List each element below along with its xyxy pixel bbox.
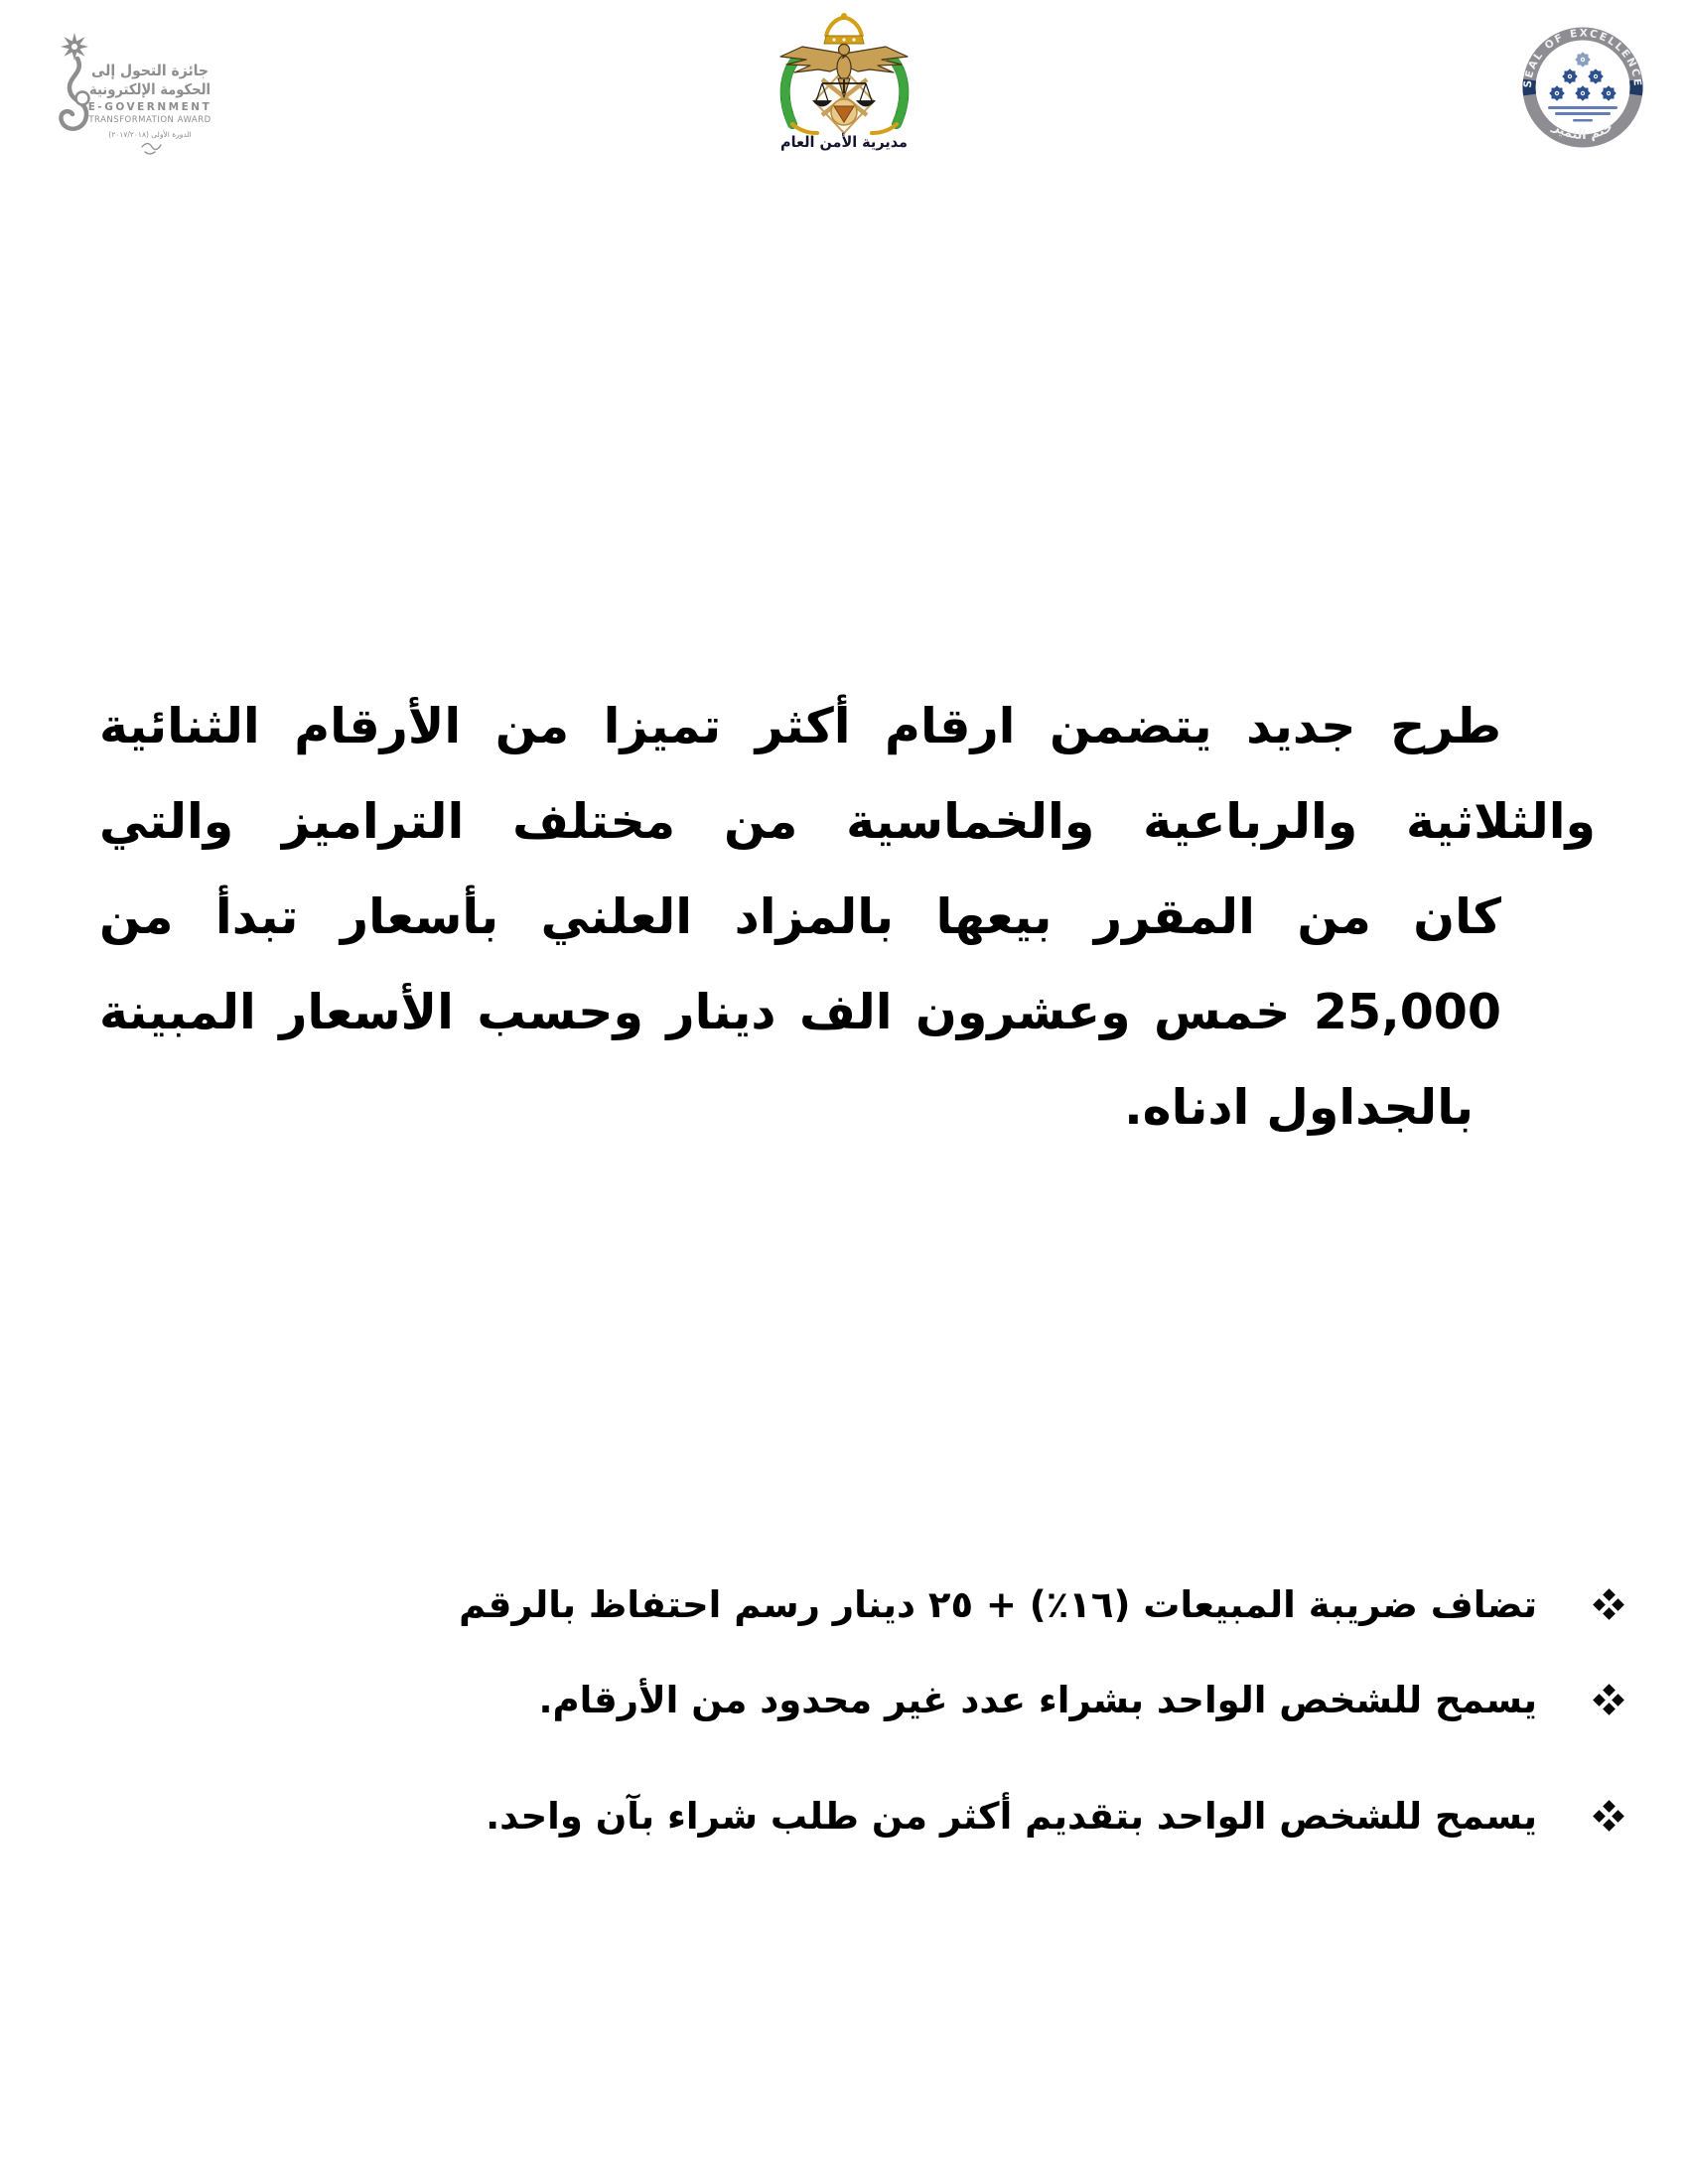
crown-icon: [824, 13, 864, 44]
egov-award-star-icon: [61, 33, 88, 61]
announcement-line-1: طرح جديد يتضمن ارقام أكثر تميزا من الأرقام الثنائية: [99, 698, 1501, 754]
egov-award-logo: [45, 25, 218, 164]
diamond-bullet-icon: [1595, 1802, 1622, 1830]
seal-bottom-calligraphy: ختم التميز: [1549, 119, 1617, 143]
diamond-bullet-icon: [1595, 1590, 1622, 1618]
egov-award-signature-mark: [142, 144, 161, 155]
note-text: يسمح للشخص الواحد بشراء عدد غير محدود من الأرقام.: [538, 1678, 1537, 1721]
seal-star: [1549, 85, 1565, 101]
egov-award-title-en-1: E-GOVERNMENT: [87, 101, 212, 113]
announcement-line-3: كان من المقرر بيعها بالمزاد العلني بأسعار تبدأ من: [99, 888, 1501, 945]
note-text: تضاف ضريبة المبيعات (١٦٪) + ٢٥ دينار رسم احتفاظ بالرقم: [459, 1582, 1537, 1626]
seal-star: [1601, 85, 1617, 101]
announcement-line-4: 25,000 خمس وعشرون الف دينار وحسب الأسعار المبينة: [99, 984, 1501, 1040]
announcement-line-2: والثلاثية والرباعية والخماسية من مختلف التراميز والتي: [99, 793, 1596, 850]
announcement-paragraph: [99, 679, 1596, 1156]
egov-award-title-en-2: TRANSFORMATION AWARD: [88, 115, 211, 125]
public-security-directorate-emblem: [773, 10, 916, 159]
egov-award-title-ar-2: الحكومة الإلكترونية: [89, 80, 211, 98]
psd-name-calligraphy: مديرية الأمن العام: [780, 133, 908, 151]
note-item-tax: [459, 1578, 1622, 1630]
egov-award-swirl-badge: [76, 92, 89, 105]
announcement-line-5: بالجداول ادناه.: [1124, 1079, 1474, 1136]
egov-award-title-ar-1: جائزة التحول إلى: [91, 62, 209, 79]
diamond-bullet-icon: [1595, 1686, 1622, 1713]
seal-star: [1588, 68, 1604, 84]
seal-of-excellence: [1517, 24, 1648, 153]
egov-award-edition-note: الدورة الأولى (٢٠١٧/٢٠١٨): [108, 130, 192, 139]
seal-star: [1575, 85, 1591, 101]
note-text: يسمح للشخص الواحد بتقديم أكثر من طلب شراء بآن واحد.: [486, 1794, 1537, 1838]
note-item-multiple-requests: [486, 1790, 1622, 1842]
seal-arc-text: SEAL OF EXCELLENCE: [1521, 27, 1644, 88]
seal-star-top: [1575, 52, 1591, 68]
note-item-unlimited-purchase: [538, 1674, 1622, 1725]
seal-star: [1562, 68, 1578, 84]
